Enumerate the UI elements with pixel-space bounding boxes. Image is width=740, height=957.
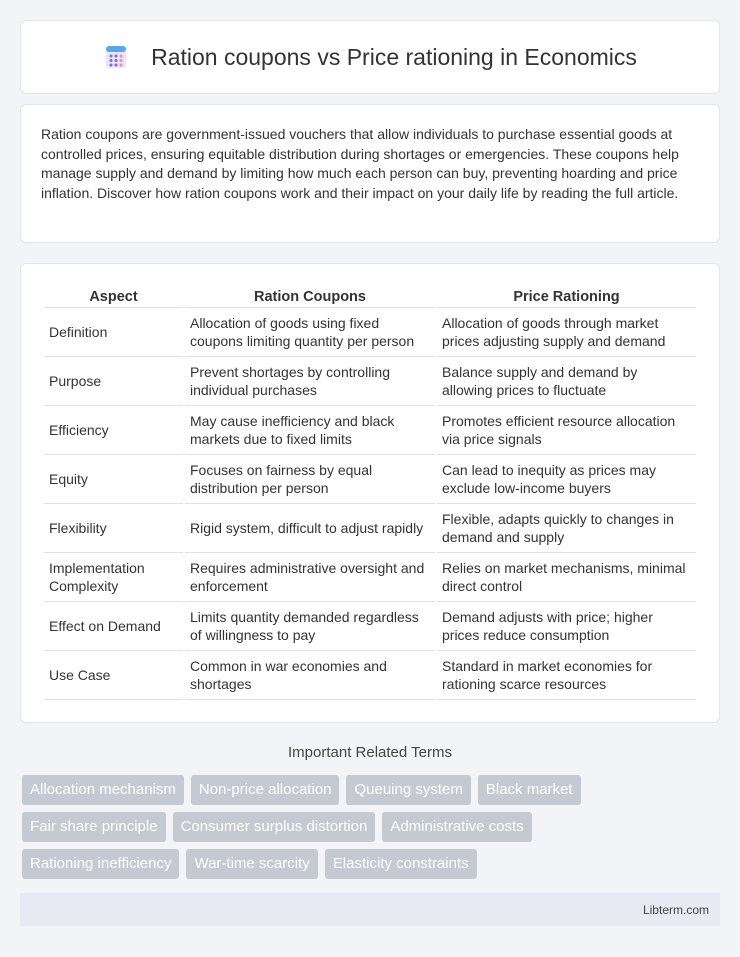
table-row bbox=[44, 455, 696, 504]
row-aspect: Effect on Demand bbox=[44, 602, 183, 651]
intro-text: Ration coupons are government-issued vouchers that allow individuals to purchase essential goods at controlled prices, ensuring equitable distribution during shortages or emergencies. These coupons help manage supply and demand by limiting how much each person can buy, preventing hoarding and price inflation. Discover how ration coupons work and their impact on your daily life by reading the full article. bbox=[41, 126, 679, 201]
page-title: Ration coupons vs Price rationing in Economics bbox=[151, 43, 637, 70]
header-price-rationing: Price Rationing bbox=[437, 284, 696, 308]
footer bbox=[20, 893, 720, 926]
tag-rationing-inefficiency[interactable]: Rationing inefficiency bbox=[22, 849, 179, 879]
table-row bbox=[44, 406, 696, 455]
tag-war-time-scarcity[interactable]: War-time scarcity bbox=[186, 849, 317, 879]
row-ration-coupons: May cause inefficiency and black markets due to fixed limits bbox=[185, 406, 435, 455]
tag-allocation-mechanism[interactable]: Allocation mechanism bbox=[22, 775, 184, 805]
tag-row bbox=[22, 775, 722, 812]
row-ration-coupons: Allocation of goods using fixed coupons limiting quantity per person bbox=[185, 308, 435, 357]
table-row bbox=[44, 504, 696, 553]
row-ration-coupons: Rigid system, difficult to adjust rapidly bbox=[185, 504, 435, 553]
intro-card bbox=[20, 104, 720, 243]
row-aspect: Efficiency bbox=[44, 406, 183, 455]
tag-fair-share-principle[interactable]: Fair share principle bbox=[22, 812, 166, 842]
tag-row bbox=[22, 849, 722, 886]
row-aspect: Implementation Complexity bbox=[44, 553, 183, 602]
row-price-rationing: Balance supply and demand by allowing prices to fluctuate bbox=[437, 357, 696, 406]
row-price-rationing: Flexible, adapts quickly to changes in demand and supply bbox=[437, 504, 696, 553]
row-ration-coupons: Common in war economies and shortages bbox=[185, 651, 435, 700]
row-aspect: Definition bbox=[44, 308, 183, 357]
row-price-rationing: Demand adjusts with price; higher prices reduce consumption bbox=[437, 602, 696, 651]
row-aspect: Flexibility bbox=[44, 504, 183, 553]
row-ration-coupons: Prevent shortages by controlling individual purchases bbox=[185, 357, 435, 406]
header-ration-coupons: Ration Coupons bbox=[185, 284, 435, 308]
tag-queuing-system[interactable]: Queuing system bbox=[346, 775, 470, 805]
tag-row bbox=[22, 812, 722, 849]
tag-black-market[interactable]: Black market bbox=[478, 775, 581, 805]
row-price-rationing: Can lead to inequity as prices may exclude low-income buyers bbox=[437, 455, 696, 504]
row-ration-coupons: Requires administrative oversight and enforcement bbox=[185, 553, 435, 602]
tag-non-price-allocation[interactable]: Non-price allocation bbox=[191, 775, 340, 805]
row-price-rationing: Standard in market economies for rationing scarce resources bbox=[437, 651, 696, 700]
header-aspect: Aspect bbox=[44, 284, 183, 308]
tag-administrative-costs[interactable]: Administrative costs bbox=[382, 812, 531, 842]
table-row bbox=[44, 357, 696, 406]
row-ration-coupons: Focuses on fairness by equal distribution per person bbox=[185, 455, 435, 504]
tag-consumer-surplus-distortion[interactable]: Consumer surplus distortion bbox=[173, 812, 376, 842]
table-header-row bbox=[44, 284, 696, 308]
table-row bbox=[44, 602, 696, 651]
comparison-table bbox=[42, 284, 698, 700]
row-price-rationing: Allocation of goods through market prices adjusting supply and demand bbox=[437, 308, 696, 357]
comparison-table-card bbox=[20, 263, 720, 723]
related-terms-title: Important Related Terms bbox=[288, 744, 452, 761]
row-price-rationing: Promotes efficient resource allocation via price signals bbox=[437, 406, 696, 455]
row-aspect: Purpose bbox=[44, 357, 183, 406]
related-terms-list bbox=[22, 775, 722, 886]
calculator-icon bbox=[103, 44, 129, 70]
table-row bbox=[44, 308, 696, 357]
footer-site-link[interactable]: Libterm.com bbox=[642, 903, 709, 917]
row-aspect: Equity bbox=[44, 455, 183, 504]
title-card bbox=[20, 20, 720, 94]
row-price-rationing: Relies on market mechanisms, minimal direct control bbox=[437, 553, 696, 602]
row-aspect: Use Case bbox=[44, 651, 183, 700]
tag-elasticity-constraints[interactable]: Elasticity constraints bbox=[325, 849, 477, 879]
table-row bbox=[44, 553, 696, 602]
row-ration-coupons: Limits quantity demanded regardless of willingness to pay bbox=[185, 602, 435, 651]
table-row bbox=[44, 651, 696, 700]
